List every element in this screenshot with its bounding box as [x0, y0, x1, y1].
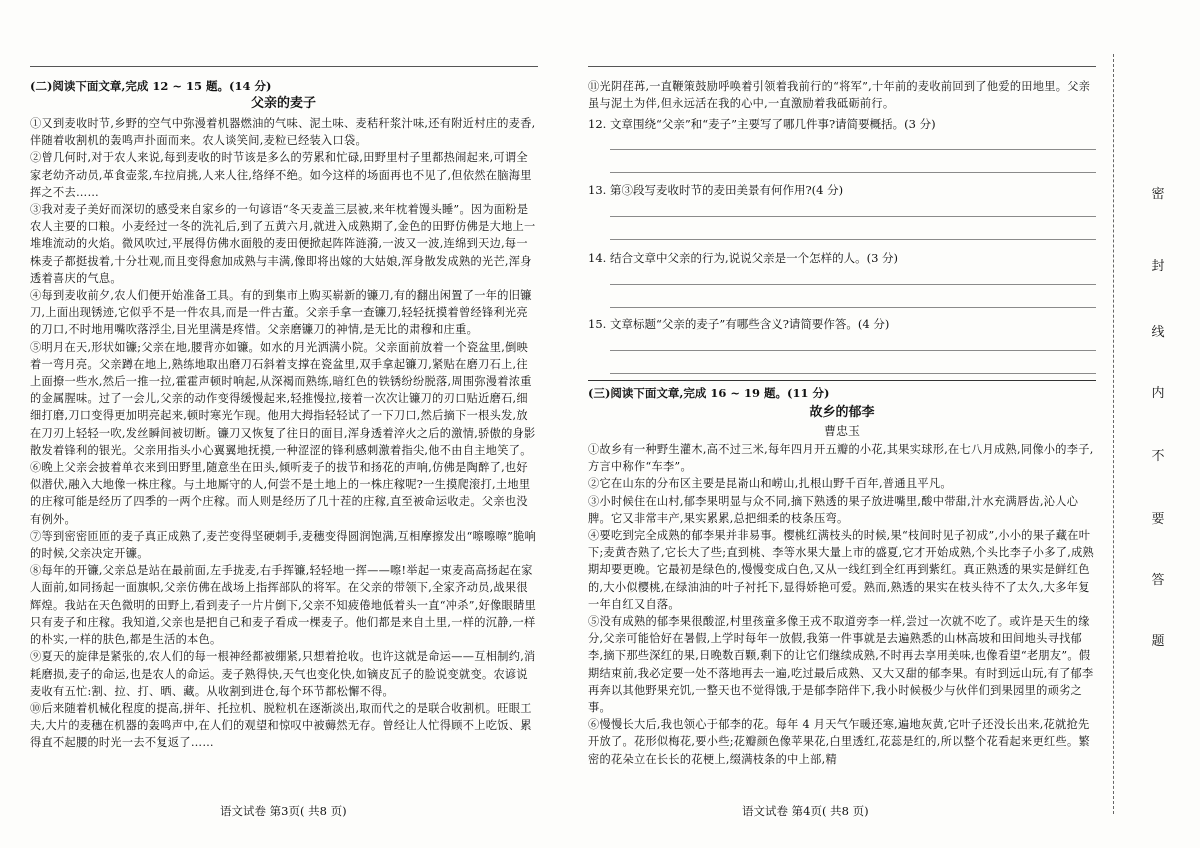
question-14 — [588, 250, 1096, 308]
section-2-heading-block — [30, 78, 537, 94]
paragraph: ⑪光阴荏苒,一直鞭策鼓励呼唤着引领着我前行的“将军”,十年前的麦收前回到了他爱的田地里。父亲虽与泥土为伴,但永远活在我的心中,一直激励着我砥砺前行。 — [588, 80, 1091, 111]
question-label: 12. 文章围绕“父亲”和“麦子”主要写了哪几件事?请简要概括。(3 分) — [588, 117, 936, 131]
seal-character: 要 — [1151, 512, 1165, 527]
paragraph: ④每到麦收前夕,农人们便开始准备工具。有的到集市上购买崭新的镰刀,有的翻出闲置了一年的旧镰刀,上面出现锈迹,它似乎不是一件农具,而是一件古董。父亲手拿一查镰刀,轻轻抚摸着曾经锋利光亮的刀口,不时地用嘴吹落浮尘,目光里满是疼惜。父亲磨镰刀的神情,是无比的肃穆和庄重。 — [30, 289, 532, 337]
seal-character: 不 — [1151, 449, 1165, 464]
seal-character: 答 — [1151, 573, 1165, 588]
section-3-heading-block — [588, 385, 1096, 401]
paragraph: ④要吃到完全成熟的郁李果并非易事。樱桃红满枝头的时候,果“枝间时见子初成”,小小的果子藏在叶下;麦黄杏熟了,它长大了些;直到桃、李等水果大量上市的盛夏,它才开始成熟,个头比李子小多了,成熟期却要更晚。它最初是绿色的,慢慢变成白色,又从一线红到全红再到紫红。真正熟透的果实是鲜红色的,大小似樱桃,在绿油油的叶子衬托下,显得娇艳可爱。熟而,熟透的果实在枝头待不了太久,大多年复一年自红又自落。 — [588, 529, 1095, 611]
section-divider — [588, 380, 1096, 381]
question-label: 13. 第③段写麦收时节的麦田美景有何作用?(4 分) — [588, 183, 844, 197]
question-15 — [588, 316, 1096, 374]
paragraph: ⑤明月在天,形状如镰;父亲在地,腰背亦如镰。如水的月光洒满小院。父亲面前放着一个瓷盆里,倒映着一弯月亮。父亲蹲在地上,熟练地取出磨刀石斜着支撑在瓷盆里,双手拿起镰刀,紧贴在磨刀石上,往上面撩一些水,然后一推一拉,霍霍声顿时响起,从深褐而熟练,暗红色的铁锈纷纷脱落,周围弥漫着浓重的金属腥味。过了一会儿,父亲的动作变得缓慢起来,轻推慢拉,接着一次次让镰刀的刃口贴近磨石,细细打磨,刀口变得更加明亮起来,顿时寒光乍现。他用大拇指轻轻试了一下刀口,然后摘下一根头发,放在刀刃上轻轻一吹,发丝瞬间被切断。镰刀又恢复了往日的面目,浑身透着淬火之后的激情,骄傲的身影散发着锋利的银光。父亲用指头小心翼翼地抚摸,一种涩涩的锋利感刺激着指尖,他不由自主地笑了。 — [30, 340, 536, 457]
article-body — [30, 115, 537, 752]
question-13 — [588, 182, 1096, 240]
paragraph: ⑧每年的开镰,父亲总是站在最前面,左手拢麦,右手挥镰,轻轻地一挥——嚓!举起一束麦高高扬起在家人面前,如同扬起一面旗帜,父亲仿佛在战场上指挥部队的将军。在父亲的带领下,全家齐动员,战果很辉煌。我站在天色微明的田野上,看到麦子一片片倒下,父亲不知疲倦地低着头一直“冲杀”,好像眼睛里只有麦子和庄稼。我知道,父亲也是把自己和麦子看成一棵麦子。他们都是来自土里,一样的沉静,一样的朴实,一样的肤色,都是生活的本色。 — [30, 564, 537, 647]
seal-character: 密 — [1151, 187, 1165, 202]
article-body — [588, 441, 1096, 768]
seal-character: 线 — [1151, 325, 1165, 340]
paragraph: ⑨夏天的旋律是紧张的,农人们的每一根神经都被绷紧,只想着抢收。也许这就是命运——互相制约,消耗磨损,麦子的命运,也是农人的命运。麦子熟得快,天气也变化快,如镝皮瓦子的脸说变就变。农谚说麦收有五忙:割、拉、打、晒、藏。从收割到进仓,每个环节都松懈不得。 — [30, 650, 536, 698]
paragraph: ①故乡有一种野生灌木,高不过三米,每年四月开五瓣的小花,其果实球形,在七八月成熟,同像小的李子,方言中称作“车李”。 — [588, 443, 1094, 474]
section-heading: (二)阅读下面文章,完成 12 ~ 15 题。(14 分) — [30, 79, 272, 93]
paragraph: ③我对麦子美好而深切的感受来自家乡的一句谚语“冬天麦盖三层被,来年枕着馒头睡”。因为面粉是农人主要的口粮。小麦经过一冬的洗礼后,到了五黄六月,就进入成熟期了,金色的田野仿佛是大地上一堆堆流动的火焰。微风吹过,平展得仿佛水面般的麦田便掀起阵阵涟漪,一波又一波,连绵到天边,每一株麦子都挺拔着,十分壮观,而且变得愈加成熟与丰满,像即将出嫁的大姑娘,浑身散发成熟的光芒,浑身透着喜庆的气息。 — [30, 203, 536, 285]
paragraph: ②它在山东的分布区主要是昆嵛山和崂山,扎根山野千百年,普通且平凡。 — [588, 477, 952, 491]
paragraph: ①又到麦收时节,乡野的空气中弥漫着机器燃油的气味、泥土味、麦秸秆浆汁味,还有附近村庄的麦香,伴随着收割机的轰鸣声扑面而来。农人谈笑间,麦粒已经装入口袋。 — [30, 117, 536, 148]
paragraph: ⑦等到密密匝匝的麦子真正成熟了,麦芒变得坚硬刺手,麦穗变得圆润饱满,互相摩擦发出“嚓嚓嚓”脆响的时候,父亲决定开镰。 — [30, 529, 537, 561]
article-author-block — [588, 423, 1096, 439]
article-title-block — [588, 405, 1096, 421]
paragraph: ②曾几何时,对于农人来说,每到麦收的时节该是多么的劳累和忙碌,田野里村子里都热闹起来,可谓全家老幼齐动员,革食壶浆,车拉肩挑,人来人往,络绎不绝。如今这样的场面再也不见了,但依然在脑海里挥之不去…… — [30, 151, 532, 199]
paragraph: ⑥晚上父亲会披着单衣来到田野里,随意坐在田头,倾听麦子的拔节和扬花的声响,仿佛是陶醉了,也好似潜伏,融入大地像一株庄稼。与土地厮守的人,何尝不是土地上的一株庄稼呢?一生摸爬滚打,土地里的庄稼可能是经历了四季的一两个庄稼。而人则是经历了几十茬的庄稼,直至被命运收走。父亲也没有例外。 — [30, 461, 531, 526]
answer-line[interactable] — [610, 239, 1096, 240]
section-heading: (三)阅读下面文章,完成 16 ~ 19 题。(11 分) — [588, 386, 830, 400]
answer-line[interactable] — [610, 172, 1096, 173]
carry-over-block — [588, 78, 1096, 112]
answer-line[interactable] — [610, 373, 1096, 374]
seal-character: 内 — [1151, 386, 1165, 401]
article-title: 父亲的麦子 — [250, 96, 316, 111]
answer-line[interactable] — [610, 307, 1096, 308]
question-12 — [588, 116, 1096, 173]
article-author: 曹忠玉 — [823, 424, 860, 438]
paragraph: ⑩后来随着机械化程度的提高,拼年、托拉机、脱粒机在逐渐淡出,取而代之的是联合收割机。旺眼工夫,大片的麦穗在机器的轰鸣声中,在人们的观望和惊叹中被薅然无存。曾经让人忙得顾不上吃饭、累得直不起腰的时光一去不复返了…… — [30, 701, 532, 750]
article-title: 故乡的郁李 — [809, 405, 875, 420]
seal-character: 题 — [1151, 634, 1165, 649]
article-title-block — [30, 96, 537, 112]
page-footer: 语文试卷 第3页( 共8 页) — [220, 804, 347, 818]
top-rule — [588, 66, 1096, 67]
binding-fold-line — [1113, 54, 1114, 814]
top-rule — [30, 66, 538, 67]
paragraph: ③小时候住在山村,郁李果明显与众不同,摘下熟透的果子放进嘴里,酸中带甜,汁水充满唇齿,沁人心脾。它又非常丰产,果实累累,总把细柔的枝条压弯。 — [588, 494, 1079, 525]
paragraph: ⑥慢慢长大后,我也领心于郁李的花。每年 4 月天气乍暖还寒,遍地灰黄,它叶子还没长出来,花就抢先开放了。花形似梅花,要小些;花瓣颜色像苹果花,白里透红,花蕊是红的,所以整个花看起来更红些。繁密的花朵立在长长的花梗上,缀满枝条的中上部,精 — [588, 718, 1090, 766]
page-footer: 语文试卷 第4页( 共8 页) — [742, 804, 869, 818]
question-label: 14. 结合文章中父亲的行为,说说父亲是一个怎样的人。(3 分) — [588, 251, 899, 265]
seal-character: 封 — [1151, 259, 1165, 274]
paragraph: ⑤没有成熟的郁李果很酸涩,村里孩童多像王戎不取道旁李一样,尝过一次就不吃了。或许是天生的缘分,父亲可能恰好在暑假,上学时每年一放假,我第一件事就是去遍熟悉的山林高坡和田间地头寻找郁李,摘下那些深红的果,日晚数百颗,剩下的让它们继续成熟,不时再去享用美味,也像看望“老朋友”。假期结束前,我必定要一处不落地再去一遍,吃过最后成熟、又大又甜的郁李果。有时到远山玩,有了郁李再奔以其他野果充饥,一整天也不觉得饿,于是郁李陪伴下,我小时候极少与伙伴们到果园里的顽劣之事。 — [588, 615, 1094, 715]
question-label: 15. 文章标题“父亲的麦子”有哪些含义?请简要作答。(4 分) — [588, 317, 890, 331]
